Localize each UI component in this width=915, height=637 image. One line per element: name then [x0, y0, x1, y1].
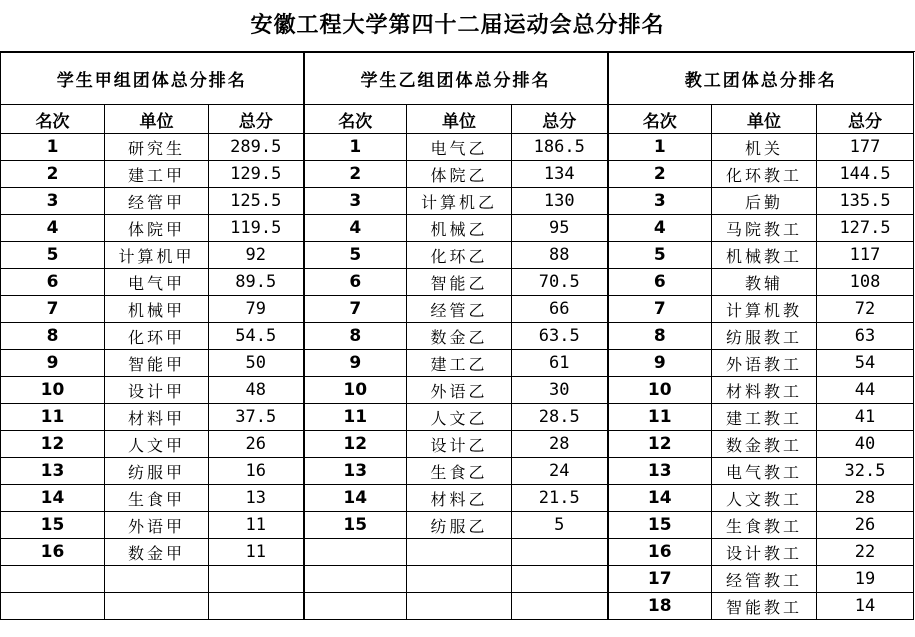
student-a-score-cell: 79 [209, 296, 304, 323]
student-b-unit-cell: 智能乙 [407, 269, 512, 296]
staff-unit-cell: 材料教工 [712, 377, 817, 404]
staff-score-cell: 40 [817, 431, 914, 458]
student-b-unit-cell: 材料乙 [407, 485, 512, 512]
student-b-rank-cell: 6 [304, 269, 407, 296]
column-header-rank: 名次 [608, 105, 712, 134]
student-a-unit-cell: 外语甲 [105, 512, 209, 539]
student-a-unit-cell: 数金甲 [105, 539, 209, 566]
staff-rank-cell: 6 [608, 269, 712, 296]
student-b-score-cell: 21.5 [512, 485, 608, 512]
staff-unit-cell: 数金教工 [712, 431, 817, 458]
student-a-score-cell: 37.5 [209, 404, 304, 431]
student-a-unit-cell: 建工甲 [105, 161, 209, 188]
student-b-rank-cell: 8 [304, 323, 407, 350]
student-b-rank-cell: 11 [304, 404, 407, 431]
student-b-rank-cell: 13 [304, 458, 407, 485]
student-a-unit-cell: 材料甲 [105, 404, 209, 431]
student-a-empty-cell [1, 566, 105, 593]
staff-score-cell: 177 [817, 134, 914, 161]
student-b-unit-cell: 生食乙 [407, 458, 512, 485]
student-a-rank-cell: 10 [1, 377, 105, 404]
student-a-score-cell: 48 [209, 377, 304, 404]
staff-score-cell: 44 [817, 377, 914, 404]
staff-score-cell: 14 [817, 593, 914, 620]
student-a-unit-cell: 计算机甲 [105, 242, 209, 269]
staff-rank-cell: 13 [608, 458, 712, 485]
student-a-rank-cell: 15 [1, 512, 105, 539]
staff-rank-cell: 16 [608, 539, 712, 566]
student-b-unit-cell: 化环乙 [407, 242, 512, 269]
staff-rank-cell: 10 [608, 377, 712, 404]
student-b-empty-cell [407, 566, 512, 593]
column-header-row [1, 105, 914, 134]
student-a-unit-cell: 体院甲 [105, 215, 209, 242]
student-a-score-cell: 92 [209, 242, 304, 269]
staff-unit-cell: 机关 [712, 134, 817, 161]
student-a-unit-cell: 智能甲 [105, 350, 209, 377]
student-b-empty-cell [304, 539, 407, 566]
student-a-rank-cell: 1 [1, 134, 105, 161]
column-header-score: 总分 [209, 105, 304, 134]
student-a-unit-cell: 设计甲 [105, 377, 209, 404]
student-a-rank-cell: 12 [1, 431, 105, 458]
staff-score-cell: 72 [817, 296, 914, 323]
student-a-unit-cell: 电气甲 [105, 269, 209, 296]
student-a-score-cell: 11 [209, 539, 304, 566]
student-b-rank-cell: 10 [304, 377, 407, 404]
staff-score-cell: 135.5 [817, 188, 914, 215]
student-a-empty-cell [105, 566, 209, 593]
staff-score-cell: 54 [817, 350, 914, 377]
student-b-rank-cell: 9 [304, 350, 407, 377]
staff-score-cell: 144.5 [817, 161, 914, 188]
student-b-rank-cell: 2 [304, 161, 407, 188]
student-a-empty-cell [105, 593, 209, 620]
student-a-score-cell: 50 [209, 350, 304, 377]
group-heading-row [1, 53, 914, 105]
table-body [1, 53, 914, 620]
staff-unit-cell: 生食教工 [712, 512, 817, 539]
staff-unit-cell: 纺服教工 [712, 323, 817, 350]
student-a-rank-cell: 7 [1, 296, 105, 323]
staff-rank-cell: 5 [608, 242, 712, 269]
staff-score-cell: 127.5 [817, 215, 914, 242]
student-a-rank-cell: 3 [1, 188, 105, 215]
student-b-score-cell: 66 [512, 296, 608, 323]
student-a-unit-cell: 机械甲 [105, 296, 209, 323]
student-a-rank-cell: 14 [1, 485, 105, 512]
student-b-score-cell: 70.5 [512, 269, 608, 296]
student-a-rank-cell: 5 [1, 242, 105, 269]
student-b-score-cell: 130 [512, 188, 608, 215]
group-heading-student-a: 学生甲组团体总分排名 [1, 53, 304, 105]
student-b-score-cell: 24 [512, 458, 608, 485]
student-b-rank-cell: 12 [304, 431, 407, 458]
column-header-score: 总分 [512, 105, 608, 134]
staff-rank-cell: 9 [608, 350, 712, 377]
staff-unit-cell: 机械教工 [712, 242, 817, 269]
table-row [1, 458, 914, 485]
staff-score-cell: 26 [817, 512, 914, 539]
student-b-score-cell: 61 [512, 350, 608, 377]
table-row [1, 350, 914, 377]
student-a-empty-cell [209, 566, 304, 593]
student-b-score-cell: 30 [512, 377, 608, 404]
staff-rank-cell: 11 [608, 404, 712, 431]
table-row [1, 134, 914, 161]
student-a-rank-cell: 8 [1, 323, 105, 350]
column-header-unit: 单位 [407, 105, 512, 134]
student-b-rank-cell: 7 [304, 296, 407, 323]
staff-score-cell: 19 [817, 566, 914, 593]
staff-rank-cell: 15 [608, 512, 712, 539]
staff-rank-cell: 7 [608, 296, 712, 323]
table-row [1, 431, 914, 458]
student-a-unit-cell: 生食甲 [105, 485, 209, 512]
student-b-unit-cell: 数金乙 [407, 323, 512, 350]
staff-unit-cell: 经管教工 [712, 566, 817, 593]
table-row [1, 593, 914, 620]
table-row [1, 215, 914, 242]
student-a-score-cell: 289.5 [209, 134, 304, 161]
table-row [1, 242, 914, 269]
column-header-rank: 名次 [304, 105, 407, 134]
staff-unit-cell: 后勤 [712, 188, 817, 215]
student-a-unit-cell: 人文甲 [105, 431, 209, 458]
staff-rank-cell: 18 [608, 593, 712, 620]
student-a-empty-cell [209, 593, 304, 620]
column-header-score: 总分 [817, 105, 914, 134]
student-a-score-cell: 54.5 [209, 323, 304, 350]
student-a-score-cell: 119.5 [209, 215, 304, 242]
staff-rank-cell: 8 [608, 323, 712, 350]
staff-rank-cell: 2 [608, 161, 712, 188]
student-b-rank-cell: 14 [304, 485, 407, 512]
student-b-score-cell: 134 [512, 161, 608, 188]
table-row [1, 161, 914, 188]
table-row [1, 485, 914, 512]
staff-score-cell: 41 [817, 404, 914, 431]
group-heading-student-b: 学生乙组团体总分排名 [304, 53, 608, 105]
student-a-empty-cell [1, 593, 105, 620]
student-a-rank-cell: 13 [1, 458, 105, 485]
student-a-rank-cell: 9 [1, 350, 105, 377]
table-row [1, 323, 914, 350]
page-title: 安徽工程大学第四十二届运动会总分排名 [0, 0, 915, 52]
staff-score-cell: 108 [817, 269, 914, 296]
student-a-rank-cell: 16 [1, 539, 105, 566]
student-b-empty-cell [512, 593, 608, 620]
staff-score-cell: 117 [817, 242, 914, 269]
student-b-unit-cell: 纺服乙 [407, 512, 512, 539]
student-a-score-cell: 13 [209, 485, 304, 512]
column-header-unit: 单位 [712, 105, 817, 134]
student-b-unit-cell: 建工乙 [407, 350, 512, 377]
staff-unit-cell: 电气教工 [712, 458, 817, 485]
student-a-score-cell: 89.5 [209, 269, 304, 296]
table-row [1, 404, 914, 431]
student-b-rank-cell: 5 [304, 242, 407, 269]
staff-rank-cell: 1 [608, 134, 712, 161]
student-b-unit-cell: 体院乙 [407, 161, 512, 188]
staff-unit-cell: 设计教工 [712, 539, 817, 566]
table-row [1, 269, 914, 296]
staff-unit-cell: 教辅 [712, 269, 817, 296]
student-b-score-cell: 28 [512, 431, 608, 458]
staff-unit-cell: 智能教工 [712, 593, 817, 620]
student-b-empty-cell [407, 539, 512, 566]
student-a-unit-cell: 经管甲 [105, 188, 209, 215]
table-row [1, 296, 914, 323]
staff-rank-cell: 3 [608, 188, 712, 215]
student-b-empty-cell [407, 593, 512, 620]
table-row [1, 539, 914, 566]
table-row [1, 512, 914, 539]
student-b-empty-cell [304, 566, 407, 593]
student-b-rank-cell: 3 [304, 188, 407, 215]
student-b-unit-cell: 经管乙 [407, 296, 512, 323]
staff-unit-cell: 建工教工 [712, 404, 817, 431]
student-b-score-cell: 63.5 [512, 323, 608, 350]
student-a-rank-cell: 4 [1, 215, 105, 242]
student-b-score-cell: 28.5 [512, 404, 608, 431]
student-b-score-cell: 95 [512, 215, 608, 242]
group-heading-staff: 教工团体总分排名 [608, 53, 914, 105]
student-a-unit-cell: 纺服甲 [105, 458, 209, 485]
student-b-score-cell: 88 [512, 242, 608, 269]
staff-score-cell: 28 [817, 485, 914, 512]
student-b-score-cell: 5 [512, 512, 608, 539]
student-b-unit-cell: 机械乙 [407, 215, 512, 242]
student-b-unit-cell: 计算机乙 [407, 188, 512, 215]
student-a-score-cell: 11 [209, 512, 304, 539]
staff-unit-cell: 马院教工 [712, 215, 817, 242]
student-a-score-cell: 16 [209, 458, 304, 485]
student-b-unit-cell: 外语乙 [407, 377, 512, 404]
staff-rank-cell: 4 [608, 215, 712, 242]
column-header-unit: 单位 [105, 105, 209, 134]
student-b-rank-cell: 1 [304, 134, 407, 161]
ranking-table [0, 52, 914, 620]
student-b-unit-cell: 人文乙 [407, 404, 512, 431]
student-a-score-cell: 125.5 [209, 188, 304, 215]
student-b-score-cell: 186.5 [512, 134, 608, 161]
staff-score-cell: 63 [817, 323, 914, 350]
table-row [1, 188, 914, 215]
table-row [1, 566, 914, 593]
staff-score-cell: 32.5 [817, 458, 914, 485]
student-a-score-cell: 129.5 [209, 161, 304, 188]
staff-rank-cell: 12 [608, 431, 712, 458]
staff-rank-cell: 17 [608, 566, 712, 593]
staff-score-cell: 22 [817, 539, 914, 566]
staff-rank-cell: 14 [608, 485, 712, 512]
student-b-rank-cell: 4 [304, 215, 407, 242]
student-b-empty-cell [512, 539, 608, 566]
student-a-rank-cell: 6 [1, 269, 105, 296]
student-a-unit-cell: 研究生 [105, 134, 209, 161]
staff-unit-cell: 计算机教 [712, 296, 817, 323]
student-a-score-cell: 26 [209, 431, 304, 458]
staff-unit-cell: 化环教工 [712, 161, 817, 188]
student-b-unit-cell: 电气乙 [407, 134, 512, 161]
staff-unit-cell: 人文教工 [712, 485, 817, 512]
staff-unit-cell: 外语教工 [712, 350, 817, 377]
student-b-empty-cell [512, 566, 608, 593]
column-header-rank: 名次 [1, 105, 105, 134]
student-a-rank-cell: 11 [1, 404, 105, 431]
student-b-empty-cell [304, 593, 407, 620]
table-row [1, 377, 914, 404]
student-b-unit-cell: 设计乙 [407, 431, 512, 458]
student-b-rank-cell: 15 [304, 512, 407, 539]
student-a-unit-cell: 化环甲 [105, 323, 209, 350]
student-a-rank-cell: 2 [1, 161, 105, 188]
